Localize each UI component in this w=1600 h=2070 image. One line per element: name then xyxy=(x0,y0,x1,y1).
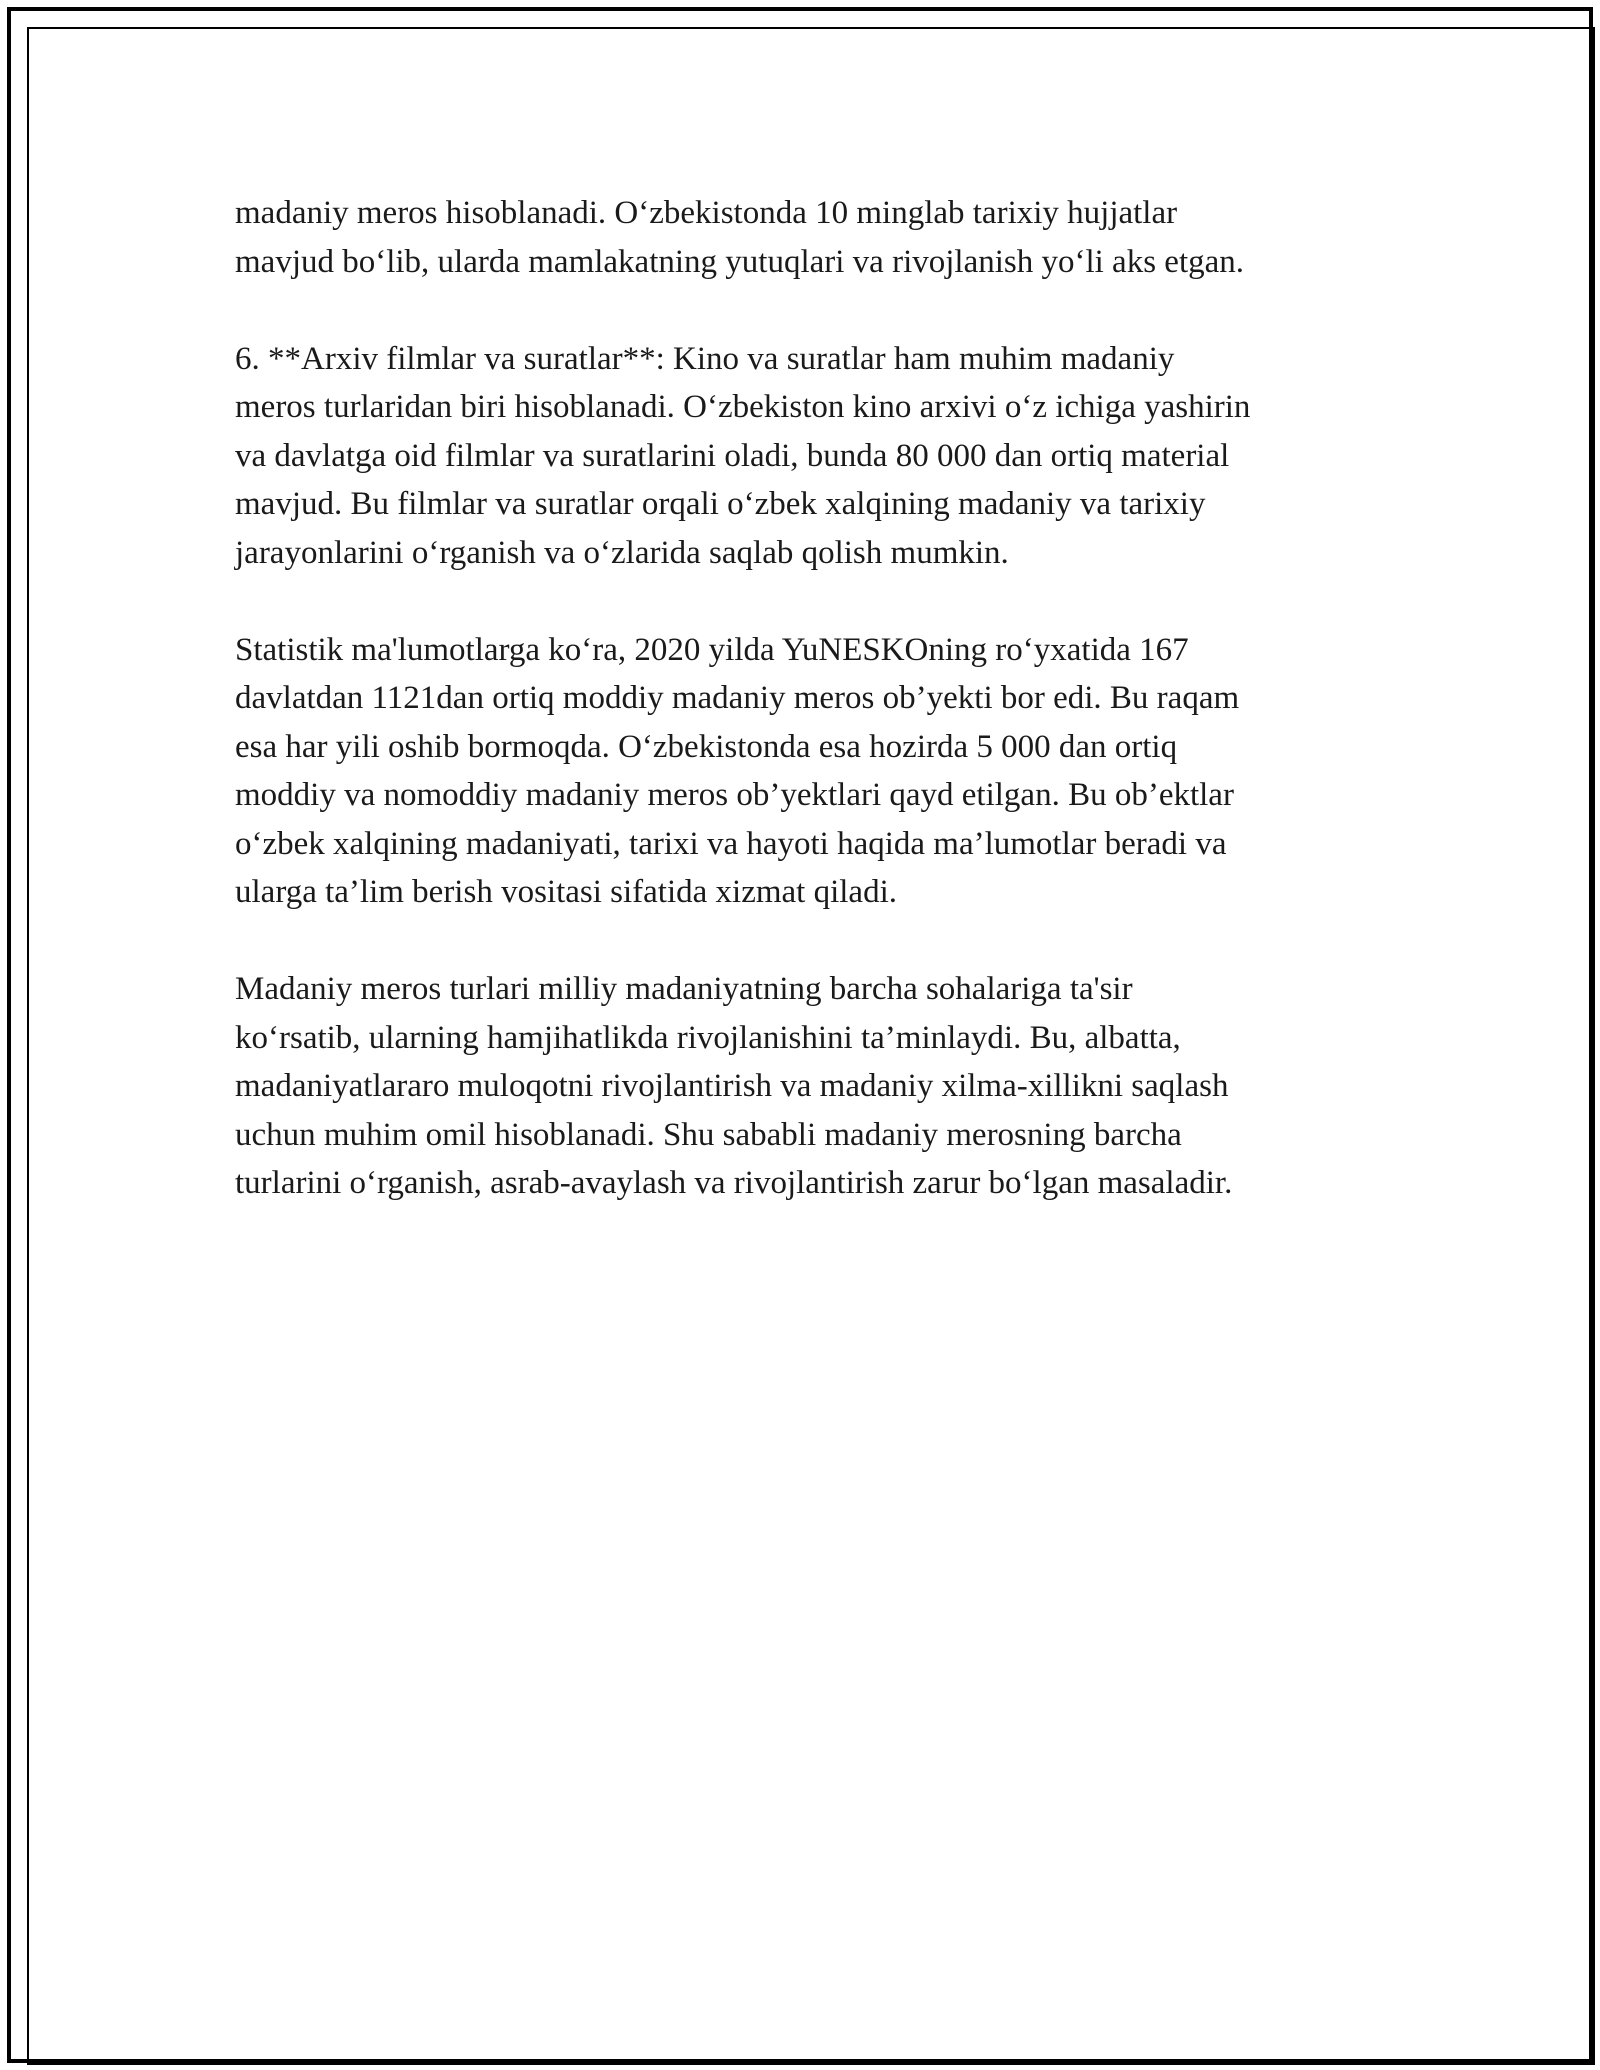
document-body xyxy=(235,189,1375,1256)
paragraph-conclusion: Madaniy meros turlari milliy madaniyatning barcha sohalariga ta'sir ko‘rsatib, ularning hamjihatlikda rivojlanishini ta’minlaydi. Bu, albatta, madaniyatlararo muloqotni rivojlantirish va madaniy xilma-xillikni saqlash uchun muhim omil hisoblanadi. Shu sababli madaniy merosning barcha turlarini o‘rganish, asrab-avaylash va rivojlantirish zarur bo‘lgan masaladir. xyxy=(235,971,1233,1201)
paragraph-archive-films: 6. **Arxiv filmlar va suratlar**: Kino va suratlar ham muhim madaniy meros turlaridan biri hisoblanadi. O‘zbekiston kino arxivi o‘z ichiga yashirin va davlatga oid filmlar va suratlarini oladi, bunda 80 000 dan ortiq material mavjud. Bu filmlar va suratlar orqali o‘zbek xalqining madaniy va tarixiy jarayonlarini o‘rganish va o‘zlarida saqlab qolish mumkin. xyxy=(235,340,1251,571)
paragraph-statistics: Statistik ma'lumotlarga ko‘ra, 2020 yilda YuNESKOning ro‘yxatida 167 davlatdan 1121dan ortiq moddiy madaniy meros ob’yekti bor edi. Bu raqam esa har yili oshib bormoqda. O‘zbekistonda esa hozirda 5 000 dan ortiq moddiy va nomoddiy madaniy meros ob’yektlari qayd etilgan. Bu ob’ektlar o‘zbek xalqining madaniyati, tarixi va hayoti haqida ma’lumotlar beradi va ularga ta’lim berish vositasi sifatida xizmat qiladi. xyxy=(235,631,1240,910)
paragraph-archive-documents: madaniy meros hisoblanadi. O‘zbekistonda 10 minglab tarixiy hujjatlar mavjud bo‘lib, ularda mamlakatning yutuqlari va rivojlanish yo‘li aks etgan. xyxy=(235,195,1245,280)
